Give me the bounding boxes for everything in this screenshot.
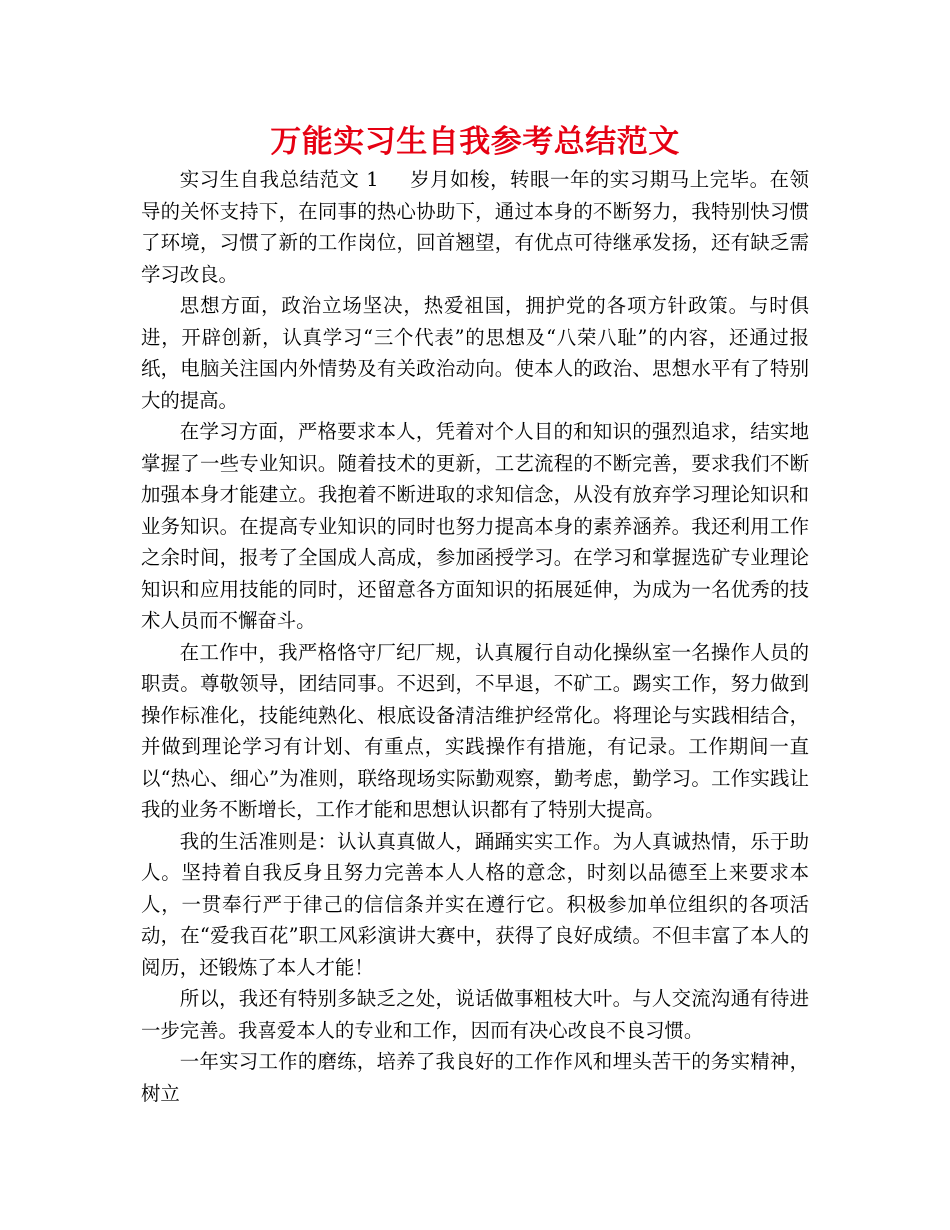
document-body bbox=[141, 164, 809, 1109]
paragraph-1-text: 岁月如梭，转眼一年的实习期马上完毕。在领导的关怀支持下，在同事的热心协助下，通过本身的不断努力，我特别快习惯了环境，习惯了新的工作岗位，回首翘望，有优点可待继承发扬，还有缺乏需学习改良。 bbox=[141, 168, 809, 286]
intro-label: 实习生自我总结范文 1 bbox=[179, 168, 379, 191]
paragraph-1 bbox=[141, 164, 809, 290]
paragraph-7: 一年实习工作的磨练，培养了我良好的工作作风和埋头苦干的务实精神，树立 bbox=[141, 1050, 809, 1105]
paragraph-2: 思想方面，政治立场坚决，热爱祖国，拥护党的各项方针政策。与时俱进，开辟创新，认真学习“三个代表”的思想及“八荣八耻”的内容，还通过报纸，电脑关注国内外情势及有关政治动向。使本人的政治、思想水平有了特别大的提高。 bbox=[141, 294, 809, 412]
document-title: 万能实习生自我参考总结范文 bbox=[270, 124, 680, 160]
paragraph-3: 在学习方面，严格要求本人，凭着对个人目的和知识的强烈追求，结实地掌握了一些专业知识。随着技术的更新，工艺流程的不断完善，要求我们不断加强本身才能建立。我抱着不断进取的求知信念，从没有放弃学习理论知识和业务知识。在提高专业知识的同时也努力提高本身的素养涵养。我还利用工作之余时间，报考了全国成人高成，参加函授学习。在学习和掌握选矿专业理论知识和应用技能的同时，还留意各方面知识的拓展延伸，为成为一名优秀的技术人员而不懈奋斗。 bbox=[141, 420, 809, 632]
paragraph-5: 我的生活准则是：认认真真做人，踊踊实实工作。为人真诚热情，乐于助人。坚持着自我反身且努力完善本人人格的意念，时刻以品德至上来要求本人，一贯奉行严于律己的信信条并实在遵行它。积极参加单位组织的各项活动，在“爱我百花”职工风彩演讲大赛中，获得了良好成绩。不但丰富了本人的阅历，还锻炼了本人才能！ bbox=[141, 829, 809, 979]
paragraph-6: 所以，我还有特别多缺乏之处，说话做事粗枝大叶。与人交流沟通有待进一步完善。我喜爱本人的专业和工作，因而有决心改良不良习惯。 bbox=[141, 987, 809, 1042]
paragraph-4: 在工作中，我严格恪守厂纪厂规，认真履行自动化操纵室一名操作人员的职责。尊敬领导，团结同事。不迟到，不早退，不矿工。踢实工作，努力做到操作标准化，技能纯熟化、根底设备清洁维护经常化。将理论与实践相结合，并做到理论学习有计划、有重点，实践操作有措施，有记录。工作期间一直以“热心、细心”为准则，联络现场实际勤观察，勤考虑，勤学习。工作实践让我的业务不断增长，工作才能和思想认识都有了特别大提高。 bbox=[141, 640, 809, 821]
